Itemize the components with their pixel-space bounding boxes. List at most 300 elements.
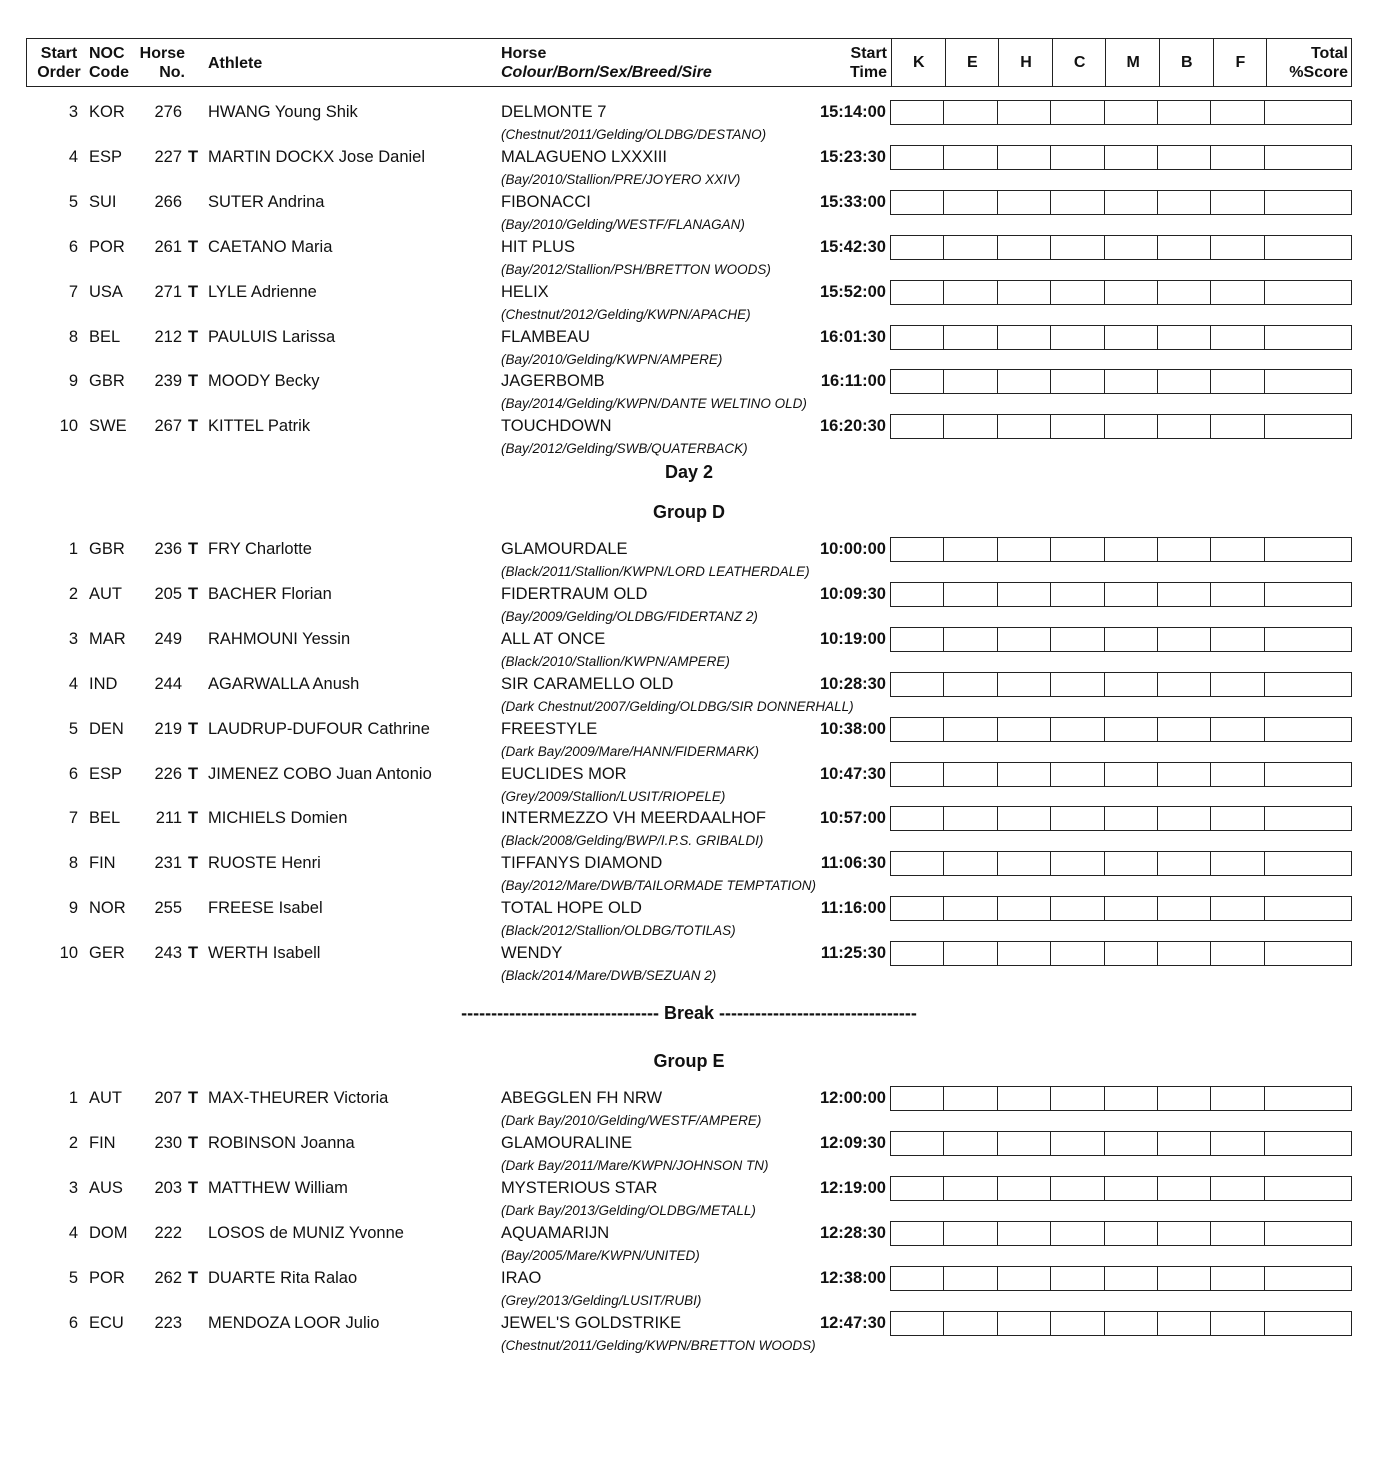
horse-number: 262 [154,1268,182,1287]
header-start-time [827,44,887,82]
start-order: 2 [68,1133,78,1152]
table-row [0,806,1400,851]
score-box-b[interactable] [1158,628,1211,651]
score-box-h[interactable] [998,1177,1051,1200]
score-box-e[interactable] [944,942,997,965]
score-box-f[interactable] [1211,897,1264,920]
score-box-total[interactable] [1265,101,1351,124]
score-box-f[interactable] [1211,718,1264,741]
score-box-h[interactable] [998,897,1051,920]
score-box-m[interactable] [1105,415,1158,438]
score-box-m[interactable] [1105,897,1158,920]
score-box-e[interactable] [944,897,997,920]
horse-details: (Bay/2012/Stallion/PSH/BRETTON WOODS) [501,261,771,277]
athlete-name: KITTEL Patrik [208,417,311,436]
score-box-h[interactable] [998,370,1051,393]
score-box-b[interactable] [1158,538,1211,561]
table-row [0,369,1400,414]
horse-number: 244 [154,674,182,693]
score-box-total[interactable] [1265,1267,1351,1290]
start-time: 15:23:30 [819,147,886,166]
score-box-k[interactable] [891,101,944,124]
table-row [0,145,1400,190]
score-box-h[interactable] [998,101,1051,124]
score-box-total[interactable] [1265,1177,1351,1200]
score-box-b[interactable] [1158,897,1211,920]
score-box-b[interactable] [1158,146,1211,169]
score-box-b[interactable] [1158,326,1211,349]
horse-details: (Bay/2010/Gelding/WESTF/FLANAGAN) [501,216,745,232]
score-box-f[interactable] [1211,852,1264,875]
table-row [0,1176,1400,1221]
score-box-f[interactable] [1211,942,1264,965]
score-box-f[interactable] [1211,1222,1264,1245]
score-box-c[interactable] [1051,1087,1104,1110]
score-box-c[interactable] [1051,370,1104,393]
score-box-m[interactable] [1105,1312,1158,1335]
score-box-c[interactable] [1051,718,1104,741]
score-box-k[interactable] [891,942,944,965]
score-box-e[interactable] [944,326,997,349]
score-box-total[interactable] [1265,718,1351,741]
score-box-h[interactable] [998,191,1051,214]
horse-number: 230 [154,1133,182,1152]
start-time: 16:11:00 [820,372,886,391]
score-box-total[interactable] [1265,191,1351,214]
score-box-k[interactable] [891,370,944,393]
score-box-e[interactable] [944,718,997,741]
score-box-f[interactable] [1211,281,1264,304]
score-box-k[interactable] [891,673,944,696]
start-time: 11:25:30 [820,944,886,963]
score-box-e[interactable] [944,101,997,124]
score-box-h[interactable] [998,763,1051,786]
horse-number: 266 [154,192,182,211]
header-start-time-line1: Start [850,45,887,62]
table-row [0,325,1400,370]
score-box-m[interactable] [1105,942,1158,965]
score-box-c[interactable] [1051,415,1104,438]
table-row [0,762,1400,807]
score-box-b[interactable] [1158,1132,1211,1155]
score-box-f[interactable] [1211,1177,1264,1200]
score-box-c[interactable] [1051,628,1104,651]
score-box-b[interactable] [1158,236,1211,259]
noc-code: AUT [89,584,122,603]
start-order: 6 [68,1313,78,1332]
score-box-c[interactable] [1051,538,1104,561]
score-box-k[interactable] [891,628,944,651]
athlete-name: MAX-THEURER Victoria [208,1089,389,1107]
athlete-name: WERTH Isabell [208,944,321,963]
score-box-b[interactable] [1158,807,1211,830]
header-horse-no-line1: Horse [139,45,185,62]
score-boxes [890,851,1352,876]
start-order: 7 [68,282,78,301]
start-time: 15:33:00 [819,192,886,211]
score-box-h[interactable] [998,1267,1051,1290]
score-box-b[interactable] [1158,370,1211,393]
score-box-c[interactable] [1051,583,1104,606]
horse-name: JAGERBOMB [501,372,605,391]
score-box-c[interactable] [1051,1177,1104,1200]
score-box-c[interactable] [1051,763,1104,786]
score-box-c[interactable] [1051,101,1104,124]
header-horse-no-line2: No. [159,64,185,81]
score-box-c[interactable] [1051,191,1104,214]
score-box-h[interactable] [998,1087,1051,1110]
score-box-k[interactable] [891,807,944,830]
athlete-name: FREESE Isabel [208,899,323,918]
score-box-f[interactable] [1211,807,1264,830]
score-box-b[interactable] [1158,1222,1211,1245]
score-box-total[interactable] [1265,538,1351,561]
score-box-e[interactable] [944,1312,997,1335]
score-box-b[interactable] [1158,942,1211,965]
score-box-total[interactable] [1265,281,1351,304]
horse-details: (Black/2011/Stallion/KWPN/LORD LEATHERDALE) [501,564,810,579]
noc-code: ESP [89,147,123,166]
start-order: 1 [68,540,78,558]
team-marker: T [188,327,199,346]
noc-code: BEL [89,809,121,828]
score-box-b[interactable] [1158,1267,1211,1290]
header-start-time-line2: Time [849,64,887,81]
start-order: 9 [68,899,78,918]
score-boxes [890,627,1352,652]
header-judge-k: K [891,39,946,86]
start-time: 12:28:30 [819,1223,886,1242]
score-box-b[interactable] [1158,852,1211,875]
team-marker: T [188,417,199,436]
score-box-m[interactable] [1105,1177,1158,1200]
score-box-c[interactable] [1051,942,1104,965]
score-box-f[interactable] [1211,146,1264,169]
score-box-k[interactable] [891,146,944,169]
score-box-k[interactable] [891,1177,944,1200]
header-judge-m: M [1105,39,1160,86]
score-box-m[interactable] [1105,1132,1158,1155]
score-box-m[interactable] [1105,326,1158,349]
score-boxes [890,1221,1352,1246]
start-time: 15:42:30 [819,237,886,256]
score-box-f[interactable] [1211,415,1264,438]
score-box-e[interactable] [944,583,997,606]
start-order: 10 [59,944,78,963]
score-box-k[interactable] [891,326,944,349]
score-box-c[interactable] [1051,236,1104,259]
score-box-h[interactable] [998,673,1051,696]
header-horse-line2: Colour/Born/Sex/Breed/Sire [501,64,712,81]
score-box-e[interactable] [944,415,997,438]
score-box-b[interactable] [1158,763,1211,786]
score-box-e[interactable] [944,1087,997,1110]
score-box-h[interactable] [998,415,1051,438]
score-box-k[interactable] [891,415,944,438]
score-box-m[interactable] [1105,718,1158,741]
score-box-h[interactable] [998,628,1051,651]
score-box-total[interactable] [1265,146,1351,169]
start-time: 12:09:30 [819,1133,886,1152]
noc-code: ESP [89,764,123,783]
team-marker: T [188,1133,199,1152]
noc-code: POR [89,237,125,256]
table-header [26,38,1352,87]
score-box-b[interactable] [1158,673,1211,696]
score-box-h[interactable] [998,281,1051,304]
score-box-f[interactable] [1211,236,1264,259]
score-box-b[interactable] [1158,1177,1211,1200]
score-box-f[interactable] [1211,628,1264,651]
score-box-c[interactable] [1051,852,1104,875]
score-box-h[interactable] [998,538,1051,561]
horse-name: IRAO [501,1268,542,1287]
score-box-k[interactable] [891,191,944,214]
score-box-b[interactable] [1158,281,1211,304]
score-box-f[interactable] [1211,1087,1264,1110]
table-row [0,941,1400,986]
athlete-name: BACHER Florian [208,584,332,603]
score-box-b[interactable] [1158,415,1211,438]
score-box-e[interactable] [944,807,997,830]
score-box-b[interactable] [1158,101,1211,124]
score-box-c[interactable] [1051,1132,1104,1155]
score-box-total[interactable] [1265,897,1351,920]
horse-details: (Chestnut/2011/Gelding/KWPN/BRETTON WOODS) [501,1337,816,1353]
break-label: --------------------------------- Break --------------------------------- [461,1003,917,1023]
score-box-m[interactable] [1105,101,1158,124]
score-boxes [890,414,1352,439]
score-box-total[interactable] [1265,628,1351,651]
score-box-m[interactable] [1105,146,1158,169]
score-box-total[interactable] [1265,415,1351,438]
score-box-k[interactable] [891,763,944,786]
score-box-c[interactable] [1051,807,1104,830]
score-box-k[interactable] [891,281,944,304]
score-box-f[interactable] [1211,1312,1264,1335]
noc-code: DEN [89,719,124,738]
noc-code: IND [89,674,118,693]
score-box-h[interactable] [998,583,1051,606]
horse-name: JEWEL'S GOLDSTRIKE [501,1313,682,1332]
horse-name: MYSTERIOUS STAR [501,1178,658,1197]
score-box-h[interactable] [998,942,1051,965]
score-box-f[interactable] [1211,326,1264,349]
athlete-name: DUARTE Rita Ralao [208,1268,358,1287]
score-box-m[interactable] [1105,852,1158,875]
athlete-name: LYLE Adrienne [208,282,317,301]
score-box-total[interactable] [1265,807,1351,830]
score-box-c[interactable] [1051,1312,1104,1335]
score-box-m[interactable] [1105,673,1158,696]
score-box-m[interactable] [1105,281,1158,304]
score-box-b[interactable] [1158,191,1211,214]
table-row [0,1131,1400,1176]
score-box-b[interactable] [1158,718,1211,741]
start-order: 5 [68,719,78,738]
score-boxes [890,806,1352,831]
horse-number: 255 [154,899,182,918]
score-box-f[interactable] [1211,1132,1264,1155]
score-box-c[interactable] [1051,1267,1104,1290]
athlete-name: HWANG Young Shik [208,103,358,121]
score-box-total[interactable] [1265,1132,1351,1155]
team-marker: T [188,147,199,166]
score-box-m[interactable] [1105,1222,1158,1245]
table-row [0,280,1400,325]
score-box-f[interactable] [1211,191,1264,214]
score-box-e[interactable] [944,628,997,651]
score-box-k[interactable] [891,852,944,875]
score-box-h[interactable] [998,852,1051,875]
score-box-total[interactable] [1265,236,1351,259]
start-time: 16:01:30 [819,327,886,346]
horse-number: 249 [154,629,182,648]
noc-code: GER [89,944,125,963]
score-box-f[interactable] [1211,673,1264,696]
score-box-m[interactable] [1105,1087,1158,1110]
score-box-h[interactable] [998,807,1051,830]
score-box-f[interactable] [1211,538,1264,561]
score-box-e[interactable] [944,281,997,304]
score-box-k[interactable] [891,583,944,606]
score-box-e[interactable] [944,1177,997,1200]
table-row [0,1311,1400,1356]
score-box-h[interactable] [998,236,1051,259]
start-order: 4 [68,1223,78,1242]
score-boxes [890,190,1352,215]
table-row [0,1266,1400,1311]
score-box-e[interactable] [944,852,997,875]
score-box-b[interactable] [1158,583,1211,606]
score-box-f[interactable] [1211,763,1264,786]
score-box-f[interactable] [1211,370,1264,393]
score-box-c[interactable] [1051,326,1104,349]
score-boxes [890,1086,1352,1111]
score-box-total[interactable] [1265,1312,1351,1335]
score-box-e[interactable] [944,146,997,169]
score-box-c[interactable] [1051,146,1104,169]
score-box-total[interactable] [1265,326,1351,349]
score-box-m[interactable] [1105,583,1158,606]
score-box-total[interactable] [1265,1222,1351,1245]
horse-details: (Dark Chestnut/2007/Gelding/OLDBG/SIR DONNERHALL) [501,698,854,714]
score-box-e[interactable] [944,236,997,259]
score-box-e[interactable] [944,763,997,786]
header-judge-f: F [1213,39,1268,86]
score-box-k[interactable] [891,538,944,561]
score-box-m[interactable] [1105,1267,1158,1290]
score-box-k[interactable] [891,1087,944,1110]
start-time: 10:57:00 [819,809,886,828]
score-box-k[interactable] [891,1132,944,1155]
score-box-m[interactable] [1105,370,1158,393]
score-box-f[interactable] [1211,583,1264,606]
score-box-h[interactable] [998,326,1051,349]
score-box-e[interactable] [944,673,997,696]
score-box-k[interactable] [891,1267,944,1290]
score-box-k[interactable] [891,897,944,920]
score-box-total[interactable] [1265,673,1351,696]
score-box-c[interactable] [1051,897,1104,920]
score-box-total[interactable] [1265,1087,1351,1110]
score-box-h[interactable] [998,718,1051,741]
score-box-c[interactable] [1051,673,1104,696]
score-box-m[interactable] [1105,763,1158,786]
noc-code: KOR [89,103,125,121]
start-order: 10 [59,417,78,436]
score-box-k[interactable] [891,236,944,259]
score-box-m[interactable] [1105,628,1158,651]
score-box-m[interactable] [1105,191,1158,214]
score-boxes [890,537,1352,562]
team-marker: T [188,854,199,873]
noc-code: MAR [89,629,126,648]
score-box-f[interactable] [1211,1267,1264,1290]
header-start-order-line1: Start [40,45,78,62]
start-order: 4 [68,674,78,693]
header-start-order [37,44,81,82]
horse-number: 207 [154,1089,182,1107]
score-box-m[interactable] [1105,807,1158,830]
start-order: 4 [68,147,78,166]
horse-name: FLAMBEAU [501,327,590,346]
group-d-label: Group D [653,502,725,522]
score-box-e[interactable] [944,1222,997,1245]
score-box-total[interactable] [1265,583,1351,606]
score-box-e[interactable] [944,1267,997,1290]
score-box-h[interactable] [998,146,1051,169]
score-box-m[interactable] [1105,236,1158,259]
score-box-total[interactable] [1265,852,1351,875]
start-order: 5 [68,1268,78,1287]
horse-number: 239 [154,372,182,391]
start-time: 10:00:00 [819,540,886,558]
score-box-f[interactable] [1211,101,1264,124]
header-horse [501,44,712,82]
score-box-e[interactable] [944,538,997,561]
score-box-h[interactable] [998,1132,1051,1155]
score-box-c[interactable] [1051,1222,1104,1245]
horse-details: (Chestnut/2011/Gelding/OLDBG/DESTANO) [501,127,767,142]
score-box-k[interactable] [891,1312,944,1335]
score-box-b[interactable] [1158,1087,1211,1110]
score-box-b[interactable] [1158,1312,1211,1335]
day-label: Day 2 [664,462,714,482]
noc-code: NOR [89,899,126,918]
score-box-k[interactable] [891,1222,944,1245]
score-box-e[interactable] [944,370,997,393]
group-e-label: Group E [653,1051,725,1071]
score-boxes [890,145,1352,170]
table-row [0,1221,1400,1266]
score-box-e[interactable] [944,191,997,214]
score-box-h[interactable] [998,1312,1051,1335]
athlete-name: MOODY Becky [208,372,320,391]
score-box-total[interactable] [1265,763,1351,786]
score-box-m[interactable] [1105,538,1158,561]
score-box-c[interactable] [1051,281,1104,304]
score-box-total[interactable] [1265,942,1351,965]
score-box-h[interactable] [998,1222,1051,1245]
start-time: 12:47:30 [819,1313,886,1332]
score-box-k[interactable] [891,718,944,741]
score-box-e[interactable] [944,1132,997,1155]
start-time: 15:14:00 [819,103,886,121]
start-time: 12:00:00 [819,1089,886,1107]
score-box-total[interactable] [1265,370,1351,393]
start-time: 10:09:30 [819,584,886,603]
